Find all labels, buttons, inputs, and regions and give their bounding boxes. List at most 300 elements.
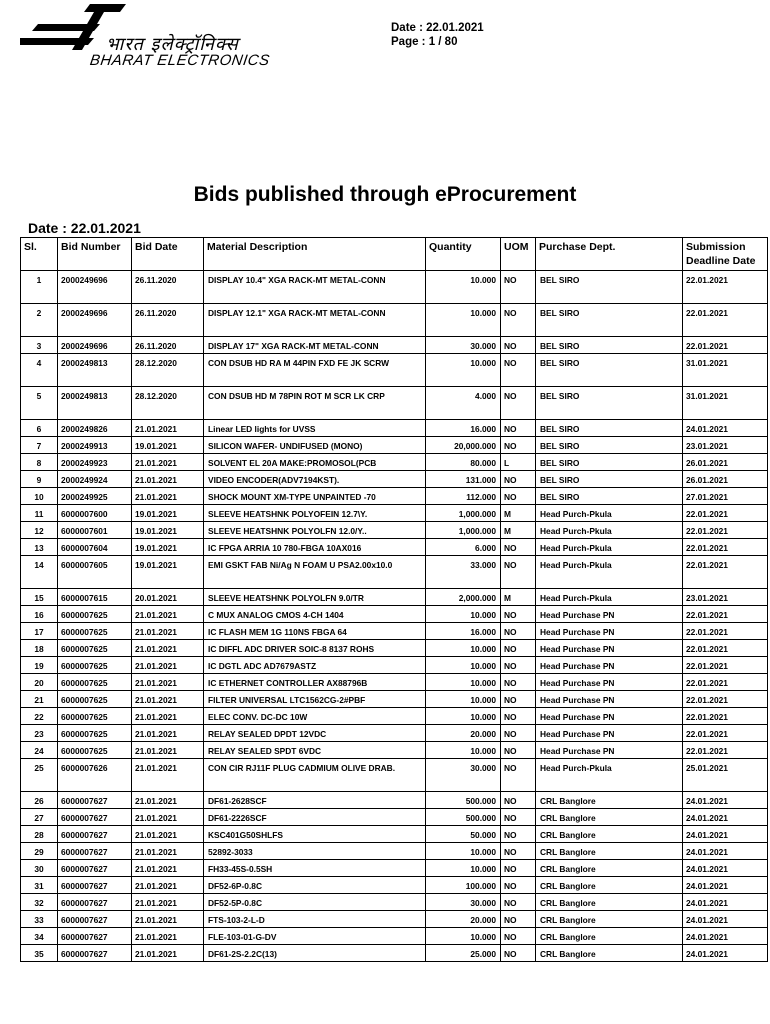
row-purchase-dept: Head Purchase PN <box>536 606 683 623</box>
row-material-description: FH33-45S-0.5SH <box>204 860 426 877</box>
row-bid-date: 21.01.2021 <box>132 623 204 640</box>
row-bid-date: 21.01.2021 <box>132 674 204 691</box>
row-sl: 25 <box>21 759 58 792</box>
row-bid-date: 21.01.2021 <box>132 792 204 809</box>
table-row <box>21 505 768 522</box>
page-number: Page : 1 / 80 <box>391 36 458 48</box>
table-row <box>21 539 768 556</box>
row-bid-number: 6000007625 <box>58 674 132 691</box>
col-header-purchase-dept: Purchase Dept. <box>536 238 683 271</box>
row-bid-number: 6000007615 <box>58 589 132 606</box>
row-material-description: DF61-2S-2.2C(13) <box>204 945 426 962</box>
row-bid-number: 6000007627 <box>58 826 132 843</box>
row-uom: NO <box>501 488 536 505</box>
row-uom: NO <box>501 539 536 556</box>
row-bid-number: 6000007625 <box>58 657 132 674</box>
table-row <box>21 826 768 843</box>
row-purchase-dept: BEL SIRO <box>536 488 683 505</box>
row-bid-number: 2000249696 <box>58 337 132 354</box>
row-deadline: 22.01.2021 <box>683 505 768 522</box>
row-uom: NO <box>501 471 536 488</box>
row-deadline: 27.01.2021 <box>683 488 768 505</box>
row-sl: 18 <box>21 640 58 657</box>
table-row <box>21 742 768 759</box>
row-material-description: DISPLAY 17" XGA RACK-MT METAL-CONN <box>204 337 426 354</box>
row-deadline: 26.01.2021 <box>683 454 768 471</box>
row-uom: NO <box>501 691 536 708</box>
row-deadline: 22.01.2021 <box>683 657 768 674</box>
row-purchase-dept: CRL Banglore <box>536 826 683 843</box>
row-quantity: 20.000 <box>426 725 501 742</box>
row-quantity: 2,000.000 <box>426 589 501 606</box>
row-sl: 17 <box>21 623 58 640</box>
table-row <box>21 387 768 420</box>
row-quantity: 1,000.000 <box>426 522 501 539</box>
row-uom: NO <box>501 606 536 623</box>
row-quantity: 33.000 <box>426 556 501 589</box>
bel-logo <box>20 4 350 74</box>
row-quantity: 10.000 <box>426 304 501 337</box>
table-row <box>21 454 768 471</box>
row-sl: 11 <box>21 505 58 522</box>
row-purchase-dept: BEL SIRO <box>536 271 683 304</box>
row-material-description: DF52-6P-0.8C <box>204 877 426 894</box>
row-bid-date: 19.01.2021 <box>132 437 204 454</box>
report-date: Date : 22.01.2021 <box>28 220 141 236</box>
row-material-description: SLEEVE HEATSHNK POLYOLFN 9.0/TR <box>204 589 426 606</box>
row-quantity: 10.000 <box>426 606 501 623</box>
table-row <box>21 674 768 691</box>
table-row <box>21 488 768 505</box>
row-sl: 21 <box>21 691 58 708</box>
row-deadline: 24.01.2021 <box>683 928 768 945</box>
bids-table <box>20 237 768 962</box>
row-sl: 19 <box>21 657 58 674</box>
row-quantity: 10.000 <box>426 928 501 945</box>
row-material-description: DF52-5P-0.8C <box>204 894 426 911</box>
row-uom: NO <box>501 759 536 792</box>
row-sl: 34 <box>21 928 58 945</box>
row-bid-number: 6000007625 <box>58 725 132 742</box>
row-quantity: 10.000 <box>426 354 501 387</box>
table-row <box>21 894 768 911</box>
row-purchase-dept: Head Purch-Pkula <box>536 539 683 556</box>
row-bid-date: 19.01.2021 <box>132 539 204 556</box>
row-bid-date: 21.01.2021 <box>132 657 204 674</box>
row-purchase-dept: Head Purchase PN <box>536 725 683 742</box>
row-bid-number: 6000007625 <box>58 640 132 657</box>
row-bid-date: 20.01.2021 <box>132 589 204 606</box>
row-uom: NO <box>501 674 536 691</box>
table-row <box>21 437 768 454</box>
col-header-material-description: Material Description <box>204 238 426 271</box>
row-uom: NO <box>501 337 536 354</box>
row-material-description: FTS-103-2-L-D <box>204 911 426 928</box>
row-sl: 6 <box>21 420 58 437</box>
row-sl: 32 <box>21 894 58 911</box>
row-purchase-dept: Head Purch-Pkula <box>536 759 683 792</box>
row-uom: NO <box>501 945 536 962</box>
row-deadline: 22.01.2021 <box>683 271 768 304</box>
row-material-description: IC FLASH MEM 1G 110NS FBGA 64 <box>204 623 426 640</box>
row-sl: 22 <box>21 708 58 725</box>
row-bid-number: 6000007627 <box>58 894 132 911</box>
row-bid-number: 6000007627 <box>58 792 132 809</box>
logo-hindi-text: भारत इलेक्ट्रॉनिक्स <box>106 34 239 55</box>
row-bid-date: 19.01.2021 <box>132 522 204 539</box>
row-bid-number: 2000249923 <box>58 454 132 471</box>
row-deadline: 22.01.2021 <box>683 708 768 725</box>
row-sl: 8 <box>21 454 58 471</box>
row-bid-number: 6000007604 <box>58 539 132 556</box>
row-purchase-dept: CRL Banglore <box>536 860 683 877</box>
row-bid-date: 21.01.2021 <box>132 945 204 962</box>
row-sl: 10 <box>21 488 58 505</box>
table-row <box>21 640 768 657</box>
row-material-description: ELEC CONV. DC-DC 10W <box>204 708 426 725</box>
row-bid-date: 21.01.2021 <box>132 877 204 894</box>
row-purchase-dept: CRL Banglore <box>536 809 683 826</box>
row-sl: 30 <box>21 860 58 877</box>
table-row <box>21 860 768 877</box>
row-purchase-dept: CRL Banglore <box>536 894 683 911</box>
row-material-description: C MUX ANALOG CMOS 4-CH 1404 <box>204 606 426 623</box>
row-bid-date: 26.11.2020 <box>132 304 204 337</box>
row-bid-number: 2000249924 <box>58 471 132 488</box>
table-row <box>21 928 768 945</box>
row-purchase-dept: Head Purch-Pkula <box>536 589 683 606</box>
row-uom: NO <box>501 843 536 860</box>
row-purchase-dept: Head Purchase PN <box>536 691 683 708</box>
table-row <box>21 809 768 826</box>
row-deadline: 22.01.2021 <box>683 304 768 337</box>
row-sl: 1 <box>21 271 58 304</box>
row-quantity: 80.000 <box>426 454 501 471</box>
row-quantity: 100.000 <box>426 877 501 894</box>
row-quantity: 10.000 <box>426 843 501 860</box>
row-uom: NO <box>501 860 536 877</box>
row-deadline: 22.01.2021 <box>683 725 768 742</box>
row-quantity: 30.000 <box>426 759 501 792</box>
col-header-submission-deadline: Submission Deadline Date <box>683 238 768 271</box>
row-purchase-dept: Head Purchase PN <box>536 708 683 725</box>
row-uom: NO <box>501 708 536 725</box>
row-bid-date: 21.01.2021 <box>132 860 204 877</box>
row-quantity: 10.000 <box>426 742 501 759</box>
row-bid-date: 28.12.2020 <box>132 354 204 387</box>
table-row <box>21 708 768 725</box>
row-bid-date: 26.11.2020 <box>132 271 204 304</box>
table-row <box>21 589 768 606</box>
row-uom: NO <box>501 437 536 454</box>
page-title: Bids published through eProcurement <box>193 183 577 206</box>
row-sl: 33 <box>21 911 58 928</box>
row-bid-date: 21.01.2021 <box>132 843 204 860</box>
row-bid-number: 6000007601 <box>58 522 132 539</box>
row-sl: 23 <box>21 725 58 742</box>
row-purchase-dept: Head Purch-Pkula <box>536 556 683 589</box>
row-material-description: SHOCK MOUNT XM-TYPE UNPAINTED -70 <box>204 488 426 505</box>
row-deadline: 26.01.2021 <box>683 471 768 488</box>
row-quantity: 16.000 <box>426 420 501 437</box>
row-deadline: 25.01.2021 <box>683 759 768 792</box>
row-quantity: 10.000 <box>426 860 501 877</box>
row-deadline: 22.01.2021 <box>683 674 768 691</box>
row-bid-date: 21.01.2021 <box>132 471 204 488</box>
row-bid-number: 6000007605 <box>58 556 132 589</box>
col-header-uom: UOM <box>501 238 536 271</box>
row-sl: 29 <box>21 843 58 860</box>
row-uom: NO <box>501 420 536 437</box>
row-deadline: 23.01.2021 <box>683 589 768 606</box>
row-purchase-dept: BEL SIRO <box>536 420 683 437</box>
row-bid-number: 6000007627 <box>58 809 132 826</box>
row-purchase-dept: Head Purchase PN <box>536 657 683 674</box>
row-bid-number: 6000007625 <box>58 691 132 708</box>
row-purchase-dept: BEL SIRO <box>536 304 683 337</box>
row-purchase-dept: Head Purchase PN <box>536 623 683 640</box>
row-quantity: 10.000 <box>426 674 501 691</box>
row-deadline: 24.01.2021 <box>683 911 768 928</box>
header-date: Date : 22.01.2021 <box>391 22 484 34</box>
row-quantity: 131.000 <box>426 471 501 488</box>
row-deadline: 24.01.2021 <box>683 877 768 894</box>
row-uom: NO <box>501 809 536 826</box>
row-bid-number: 2000249925 <box>58 488 132 505</box>
row-sl: 16 <box>21 606 58 623</box>
row-bid-number: 6000007627 <box>58 843 132 860</box>
row-deadline: 22.01.2021 <box>683 691 768 708</box>
row-sl: 15 <box>21 589 58 606</box>
row-deadline: 23.01.2021 <box>683 437 768 454</box>
row-sl: 35 <box>21 945 58 962</box>
col-header-quantity: Quantity <box>426 238 501 271</box>
row-sl: 13 <box>21 539 58 556</box>
table-header-row <box>21 238 768 271</box>
row-purchase-dept: Head Purch-Pkula <box>536 522 683 539</box>
row-uom: NO <box>501 387 536 420</box>
row-quantity: 112.000 <box>426 488 501 505</box>
row-quantity: 10.000 <box>426 691 501 708</box>
row-uom: NO <box>501 894 536 911</box>
row-purchase-dept: CRL Banglore <box>536 945 683 962</box>
row-material-description: CON DSUB HD M 78PIN ROT M SCR LK CRP <box>204 387 426 420</box>
row-material-description: DISPLAY 12.1" XGA RACK-MT METAL-CONN <box>204 304 426 337</box>
row-quantity: 10.000 <box>426 657 501 674</box>
row-purchase-dept: Head Purchase PN <box>536 674 683 691</box>
row-purchase-dept: Head Purch-Pkula <box>536 505 683 522</box>
row-bid-number: 6000007625 <box>58 708 132 725</box>
row-bid-date: 21.01.2021 <box>132 454 204 471</box>
row-purchase-dept: CRL Banglore <box>536 911 683 928</box>
row-deadline: 24.01.2021 <box>683 894 768 911</box>
row-bid-number: 2000249696 <box>58 304 132 337</box>
table-row <box>21 877 768 894</box>
row-purchase-dept: BEL SIRO <box>536 471 683 488</box>
table-row <box>21 725 768 742</box>
row-bid-date: 21.01.2021 <box>132 420 204 437</box>
row-sl: 20 <box>21 674 58 691</box>
row-material-description: IC FPGA ARRIA 10 780-FBGA 10AX016 <box>204 539 426 556</box>
row-bid-number: 2000249826 <box>58 420 132 437</box>
row-uom: NO <box>501 725 536 742</box>
row-sl: 12 <box>21 522 58 539</box>
row-uom: M <box>501 522 536 539</box>
row-uom: NO <box>501 271 536 304</box>
row-material-description: FLE-103-01-G-DV <box>204 928 426 945</box>
row-quantity: 50.000 <box>426 826 501 843</box>
row-sl: 3 <box>21 337 58 354</box>
col-header-sl: Sl. <box>21 238 58 271</box>
row-material-description: IC DIFFL ADC DRIVER SOIC-8 8137 ROHS <box>204 640 426 657</box>
table-row <box>21 691 768 708</box>
row-deadline: 22.01.2021 <box>683 606 768 623</box>
table-row <box>21 623 768 640</box>
row-uom: NO <box>501 354 536 387</box>
row-deadline: 22.01.2021 <box>683 539 768 556</box>
row-deadline: 22.01.2021 <box>683 337 768 354</box>
row-material-description: SILICON WAFER- UNDIFUSED (MONO) <box>204 437 426 454</box>
row-uom: NO <box>501 792 536 809</box>
row-bid-date: 21.01.2021 <box>132 708 204 725</box>
row-quantity: 16.000 <box>426 623 501 640</box>
row-sl: 2 <box>21 304 58 337</box>
row-uom: NO <box>501 640 536 657</box>
row-bid-number: 6000007627 <box>58 928 132 945</box>
row-bid-date: 21.01.2021 <box>132 928 204 945</box>
row-quantity: 10.000 <box>426 640 501 657</box>
row-purchase-dept: CRL Banglore <box>536 843 683 860</box>
table-row <box>21 657 768 674</box>
row-bid-number: 6000007627 <box>58 945 132 962</box>
row-material-description: CON DSUB HD RA M 44PIN FXD FE JK SCRW <box>204 354 426 387</box>
row-purchase-dept: BEL SIRO <box>536 354 683 387</box>
row-quantity: 500.000 <box>426 809 501 826</box>
row-sl: 9 <box>21 471 58 488</box>
row-bid-date: 21.01.2021 <box>132 691 204 708</box>
row-bid-number: 6000007600 <box>58 505 132 522</box>
row-uom: NO <box>501 742 536 759</box>
row-bid-number: 2000249813 <box>58 387 132 420</box>
row-quantity: 500.000 <box>426 792 501 809</box>
row-deadline: 22.01.2021 <box>683 640 768 657</box>
table-row <box>21 304 768 337</box>
row-sl: 31 <box>21 877 58 894</box>
row-quantity: 4.000 <box>426 387 501 420</box>
row-bid-date: 21.01.2021 <box>132 640 204 657</box>
row-quantity: 1,000.000 <box>426 505 501 522</box>
row-sl: 28 <box>21 826 58 843</box>
row-bid-number: 6000007627 <box>58 877 132 894</box>
row-deadline: 24.01.2021 <box>683 945 768 962</box>
col-header-bid-date: Bid Date <box>132 238 204 271</box>
row-quantity: 6.000 <box>426 539 501 556</box>
row-bid-number: 6000007625 <box>58 606 132 623</box>
row-uom: NO <box>501 623 536 640</box>
row-bid-date: 21.01.2021 <box>132 809 204 826</box>
row-deadline: 22.01.2021 <box>683 623 768 640</box>
row-sl: 14 <box>21 556 58 589</box>
row-purchase-dept: CRL Banglore <box>536 928 683 945</box>
row-purchase-dept: Head Purchase PN <box>536 640 683 657</box>
table-row <box>21 556 768 589</box>
row-deadline: 24.01.2021 <box>683 843 768 860</box>
row-purchase-dept: BEL SIRO <box>536 437 683 454</box>
row-purchase-dept: BEL SIRO <box>536 454 683 471</box>
row-purchase-dept: CRL Banglore <box>536 877 683 894</box>
table-row <box>21 337 768 354</box>
table-row <box>21 792 768 809</box>
row-quantity: 25.000 <box>426 945 501 962</box>
row-bid-date: 21.01.2021 <box>132 725 204 742</box>
row-deadline: 24.01.2021 <box>683 420 768 437</box>
row-quantity: 10.000 <box>426 271 501 304</box>
row-sl: 5 <box>21 387 58 420</box>
row-deadline: 22.01.2021 <box>683 556 768 589</box>
row-material-description: Linear LED lights for UVSS <box>204 420 426 437</box>
table-row <box>21 271 768 304</box>
row-sl: 24 <box>21 742 58 759</box>
table-row <box>21 759 768 792</box>
row-material-description: KSC401G50SHLFS <box>204 826 426 843</box>
row-bid-number: 6000007626 <box>58 759 132 792</box>
row-material-description: VIDEO ENCODER(ADV7194KST). <box>204 471 426 488</box>
table-row <box>21 354 768 387</box>
row-uom: M <box>501 505 536 522</box>
row-sl: 4 <box>21 354 58 387</box>
row-deadline: 24.01.2021 <box>683 809 768 826</box>
row-bid-number: 6000007625 <box>58 623 132 640</box>
row-material-description: 52892-3033 <box>204 843 426 860</box>
row-bid-number: 2000249813 <box>58 354 132 387</box>
row-material-description: RELAY SEALED DPDT 12VDC <box>204 725 426 742</box>
row-quantity: 30.000 <box>426 337 501 354</box>
table-row <box>21 471 768 488</box>
row-bid-date: 21.01.2021 <box>132 894 204 911</box>
row-material-description: SLEEVE HEATSHNK POLYOLFN 12.0/Y.. <box>204 522 426 539</box>
row-deadline: 24.01.2021 <box>683 792 768 809</box>
row-bid-date: 21.01.2021 <box>132 742 204 759</box>
row-bid-date: 28.12.2020 <box>132 387 204 420</box>
row-sl: 7 <box>21 437 58 454</box>
row-deadline: 22.01.2021 <box>683 522 768 539</box>
row-bid-date: 21.01.2021 <box>132 826 204 843</box>
row-deadline: 22.01.2021 <box>683 742 768 759</box>
table-row <box>21 606 768 623</box>
row-bid-number: 6000007627 <box>58 911 132 928</box>
page-meta <box>391 21 484 49</box>
row-material-description: DF61-2628SCF <box>204 792 426 809</box>
row-bid-date: 26.11.2020 <box>132 337 204 354</box>
table-row <box>21 522 768 539</box>
row-uom: L <box>501 454 536 471</box>
row-bid-date: 19.01.2021 <box>132 505 204 522</box>
row-quantity: 20.000 <box>426 911 501 928</box>
logo-english-text: BHARAT ELECTRONICS <box>88 52 271 69</box>
row-material-description: IC DGTL ADC AD7679ASTZ <box>204 657 426 674</box>
row-uom: NO <box>501 928 536 945</box>
col-header-bid-number: Bid Number <box>58 238 132 271</box>
row-deadline: 24.01.2021 <box>683 860 768 877</box>
row-uom: NO <box>501 877 536 894</box>
table-row <box>21 420 768 437</box>
row-bid-number: 6000007627 <box>58 860 132 877</box>
row-uom: NO <box>501 826 536 843</box>
row-quantity: 10.000 <box>426 708 501 725</box>
row-purchase-dept: Head Purchase PN <box>536 742 683 759</box>
table-row <box>21 945 768 962</box>
row-uom: NO <box>501 556 536 589</box>
